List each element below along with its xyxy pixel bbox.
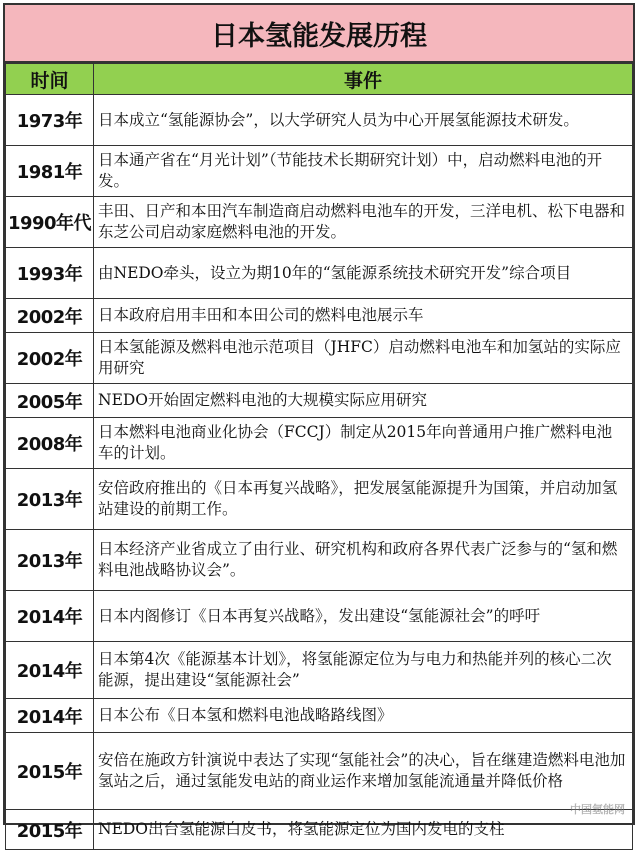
table-row (6, 299, 633, 333)
table-row (6, 418, 633, 469)
table-row (6, 733, 633, 810)
table-row (6, 810, 633, 850)
watermark: 中国氢能网 (570, 803, 625, 816)
row-year: 2002年 (6, 299, 94, 333)
row-year: 2005年 (6, 384, 94, 418)
row-year: 2008年 (6, 418, 94, 469)
row-year: 2013年 (6, 530, 94, 591)
row-event: 日本氢能源及燃料电池示范项目（JHFC）启动燃料电池车和加氢站的实际应用研究 (94, 333, 633, 384)
row-year: 1973年 (6, 95, 94, 146)
table-row (6, 146, 633, 197)
table-row (6, 591, 633, 642)
row-event: 日本燃料电池商业化协会（FCCJ）制定从2015年向普通用户推广燃料电池车的计划。 (94, 418, 633, 469)
header-row (6, 64, 633, 95)
row-event: 日本第4次《能源基本计划》，将氢能源定位为与电力和热能并列的核心二次能源，提出建设“氢能源社会” (94, 642, 633, 699)
table-row (6, 530, 633, 591)
timeline-table-frame (3, 3, 635, 842)
row-year: 2014年 (6, 699, 94, 733)
table-row (6, 95, 633, 146)
row-year: 1981年 (6, 146, 94, 197)
row-event: 日本成立“氢能源协会”，以大学研究人员为中心开展氢能源技术研发。 (94, 95, 633, 146)
row-event: 日本通产省在“月光计划”（节能技术长期研究计划）中，启动燃料电池的开发。 (94, 146, 633, 197)
row-event: 日本内阁修订《日本再复兴战略》，发出建设“氢能源社会”的呼吁 (94, 591, 633, 642)
row-year: 1990年代 (6, 197, 94, 248)
row-event: NEDO出台氢能源白皮书，将氢能源定位为国内发电的支柱 (94, 810, 633, 850)
table-title: 日本氢能发展历程 (5, 5, 633, 63)
row-year: 2015年 (6, 810, 94, 850)
row-year: 2013年 (6, 469, 94, 530)
table-row (6, 642, 633, 699)
header-event: 事件 (94, 64, 633, 95)
table-body (6, 95, 633, 850)
row-year: 2014年 (6, 642, 94, 699)
row-event: 丰田、日产和本田汽车制造商启动燃料电池车的开发，三洋电机、松下电器和东芝公司启动家庭燃料电池的开发。 (94, 197, 633, 248)
table-row (6, 469, 633, 530)
table-row (6, 197, 633, 248)
row-event: 日本经济产业省成立了由行业、研究机构和政府各界代表广泛参与的“氢和燃料电池战略协议会”。 (94, 530, 633, 591)
row-event: 日本公布《日本氢和燃料电池战略路线图》 (94, 699, 633, 733)
row-year: 2015年 (6, 733, 94, 810)
timeline-table (5, 63, 633, 850)
row-event: 由NEDO牵头，设立为期10年的“氢能源系统技术研究开发”综合项目 (94, 248, 633, 299)
table-row (6, 248, 633, 299)
header-time: 时间 (6, 64, 94, 95)
row-event: 日本政府启用丰田和本田公司的燃料电池展示车 (94, 299, 633, 333)
table-row (6, 384, 633, 418)
table-row (6, 699, 633, 733)
row-year: 2002年 (6, 333, 94, 384)
table-row (6, 333, 633, 384)
row-year: 2014年 (6, 591, 94, 642)
row-event: 安倍在施政方针演说中表达了实现“氢能社会”的决心，旨在继建造燃料电池加氢站之后，通过氢能发电站的商业运作来增加氢能流通量并降低价格 (94, 733, 633, 810)
row-year: 1993年 (6, 248, 94, 299)
row-event: NEDO开始固定燃料电池的大规模实际应用研究 (94, 384, 633, 418)
row-event: 安倍政府推出的《日本再复兴战略》，把发展氢能源提升为国策，并启动加氢站建设的前期工作。 (94, 469, 633, 530)
